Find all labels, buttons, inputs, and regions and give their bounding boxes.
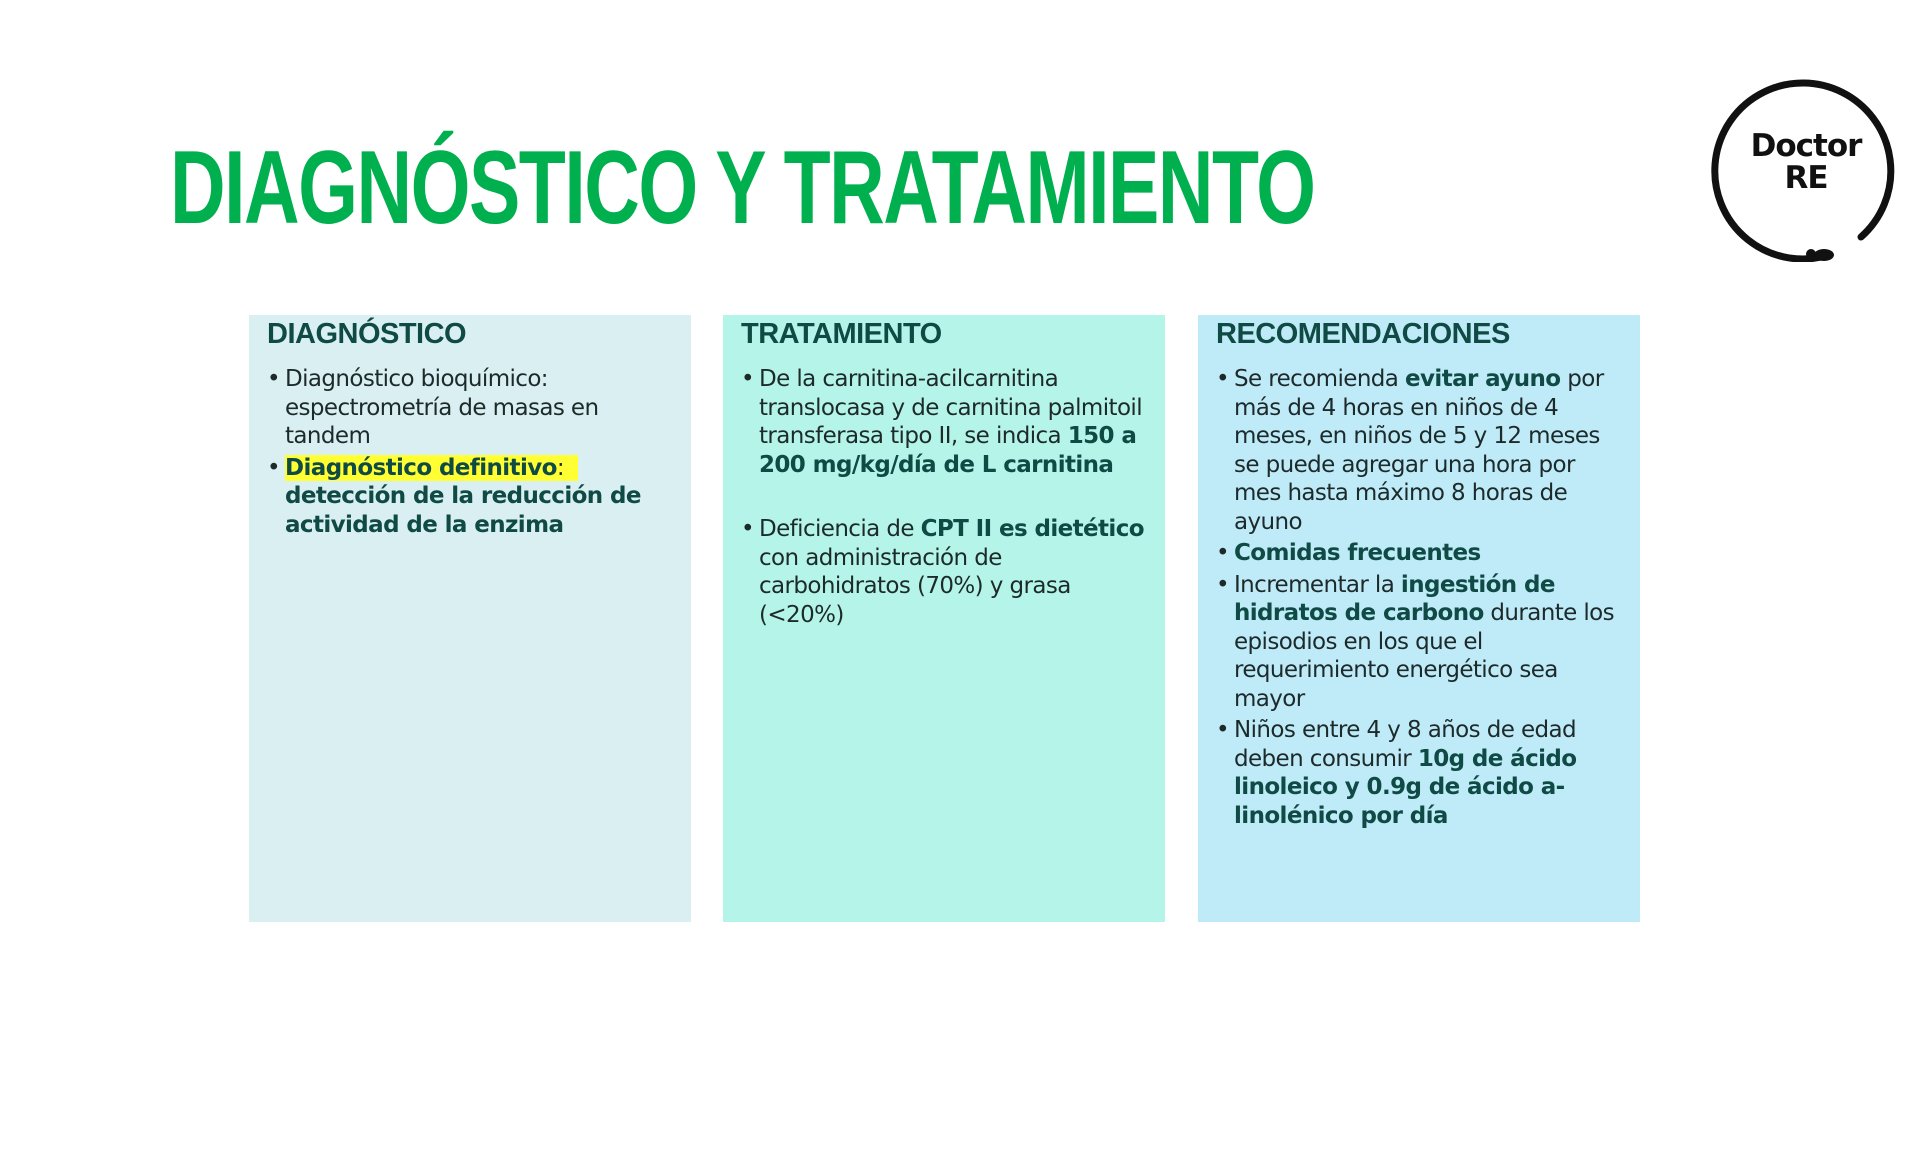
list-item: [1216, 365, 1624, 536]
diagnostico-list: [267, 365, 675, 539]
tratamiento-list: [741, 365, 1149, 629]
panel-heading-diagnostico: DIAGNÓSTICO: [267, 318, 467, 350]
highlight-mark: [285, 455, 578, 481]
diagnostico-item-2-label: Diagnóstico definitivo: [285, 454, 557, 481]
logo-text: [1711, 130, 1901, 194]
tratamiento-item-1-dose: 150 a 200 mg/kg/día de L carnitina: [759, 423, 1137, 478]
list-item: [741, 365, 1149, 479]
tratamiento-item-2-c: con administración de carbohidratos (70%) y grasa (<20%): [759, 544, 1071, 628]
panel-recomendaciones: [1198, 315, 1640, 922]
tratamiento-item-1-text: De la carnitina-acilcarnitina translocasa y de carnitina palmitoil transferasa tipo II, se indica: [759, 366, 1143, 449]
recomendaciones-item-3-a: Incrementar la: [1234, 571, 1401, 598]
recomendaciones-item-2: Comidas frecuentes: [1234, 540, 1481, 566]
list-item: [267, 454, 675, 540]
recomendaciones-item-4-a: Niños entre 4 y 8 años de edad deben consumir: [1234, 717, 1577, 772]
list-item: [1216, 716, 1624, 830]
list-item: [1216, 571, 1624, 714]
diagnostico-item-2-text: detección de la reducción de actividad de la enzima: [285, 483, 641, 538]
list-item: [1216, 539, 1624, 568]
recomendaciones-item-3-c: durante los episodios en los que el requerimiento energético sea mayor: [1234, 600, 1615, 712]
recomendaciones-item-1-b: evitar ayuno: [1405, 366, 1561, 392]
list-item: [741, 515, 1149, 629]
list-item: [267, 365, 675, 451]
panel-diagnostico: [249, 315, 691, 922]
recomendaciones-list: [1216, 365, 1624, 830]
logo: [1711, 72, 1901, 262]
recomendaciones-item-4-b: 10g de ácido linoleico y 0.9g de ácido a- linolénico por día: [1234, 745, 1577, 829]
logo-line-1: Doctor: [1750, 128, 1862, 164]
tratamiento-item-2-b: CPT II es dietético: [920, 516, 1144, 542]
recomendaciones-item-1-c: por más de 4 horas en niños de 4 meses, en niños de 5 y 12 meses se puede agregar una hora por mes hasta máximo 8 horas de ayuno: [1234, 366, 1604, 535]
page-title: DIAGNÓSTICO Y TRATAMIENTO: [170, 130, 1315, 246]
logo-line-2: RE: [1784, 160, 1828, 196]
panel-heading-recomendaciones: RECOMENDACIONES: [1216, 318, 1510, 350]
tratamiento-item-2-a: Deficiencia de: [759, 516, 921, 542]
recomendaciones-item-3-b: ingestión de hidratos de carbono: [1234, 571, 1555, 626]
diagnostico-item-1: Diagnóstico bioquímico: espectrometría de masas en tandem: [285, 366, 599, 449]
panel-heading-tratamiento: TRATAMIENTO: [741, 318, 942, 350]
panel-tratamiento: [723, 315, 1165, 922]
recomendaciones-item-1-a: Se recomienda: [1234, 366, 1406, 392]
diagnostico-item-2-colon: :: [556, 454, 564, 481]
